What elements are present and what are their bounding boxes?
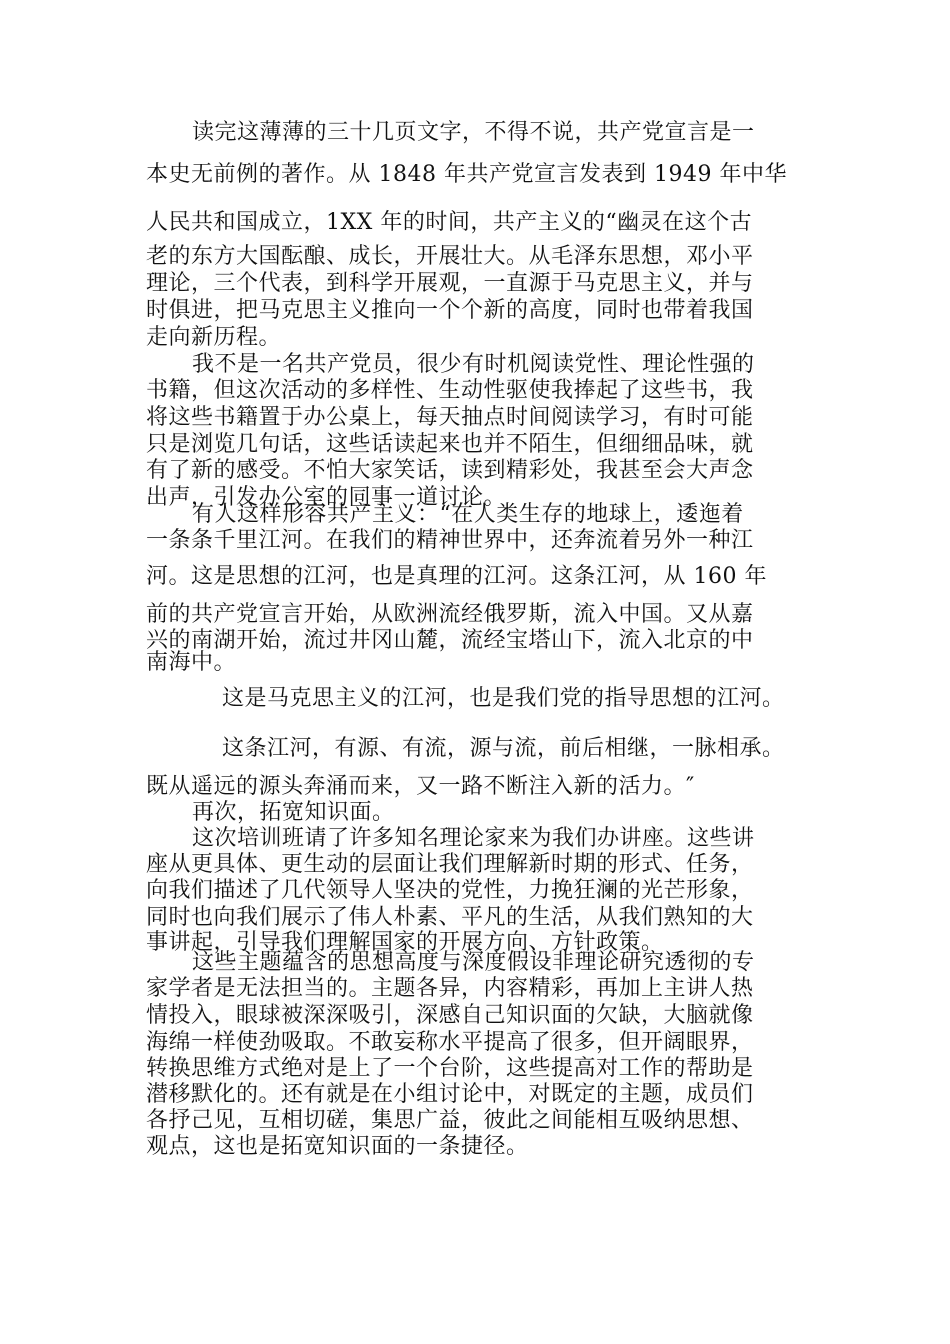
text-line: 兴的南湖开始，流过井冈山麓，流经宝塔山下，流入北京的中	[146, 628, 754, 653]
text-line: 我不是一名共产党员，很少有时机阅读党性、理论性强的	[192, 352, 755, 377]
text-line: 南海中。	[146, 650, 237, 675]
text-line: 书籍，但这次活动的多样性、生动性驱使我捧起了这些书，我	[146, 378, 754, 403]
text-line: 情投入，眼球被深深吸引，深感自己知识面的欠缺，大脑就像	[146, 1003, 754, 1028]
text-line: 既从遥远的源头奔涌而来，又一路不断注入新的活力。″	[146, 774, 695, 799]
text-line: 观点，这也是拓宽知识面的一条捷径。	[146, 1134, 529, 1159]
text-line: 有了新的感受。不怕大家笑话，读到精彩处，我甚至会大声念	[146, 458, 754, 483]
text-line: 这些主题蕴含的思想高度与深度假设非理论研究透彻的专	[192, 950, 755, 975]
text-line: 再次，拓宽知识面。	[192, 800, 395, 825]
text-line: 走向新历程。	[146, 325, 282, 350]
text-line: 老的东方大国酝酿、成长，开展壮大。从毛泽东思想，邓小平	[146, 244, 754, 269]
text-line: 转换思维方式绝对是上了一个台阶，这些提高对工作的帮助是	[146, 1056, 754, 1081]
text-line: 这次培训班请了许多知名理论家来为我们办讲座。这些讲	[192, 826, 755, 851]
text-line: 时俱进，把马克思主义推向一个个新的高度，同时也带着我国	[146, 298, 754, 323]
text-line: 一条条千里江河。在我们的精神世界中，还奔流着另外一种江	[146, 528, 754, 553]
text-line: 各抒己见，互相切磋，集思广益，彼此之间能相互吸纳思想、	[146, 1108, 754, 1133]
text-line: 这是马克思主义的江河，也是我们党的指导思想的江河。	[222, 686, 785, 711]
text-line: 人民共和国成立，1XX 年的时间，共产主义的“幽灵在这个古	[146, 210, 753, 235]
text-line: 家学者是无法担当的。主题各异，内容精彩，再加上主讲人热	[146, 976, 754, 1001]
text-line: 潜移默化的。还有就是在小组讨论中，对既定的主题，成员们	[146, 1082, 754, 1107]
text-line: 前的共产党宣言开始，从欧洲流经俄罗斯，流入中国。又从嘉	[146, 602, 754, 627]
text-line: 将这些书籍置于办公桌上，每天抽点时间阅读学习，有时可能	[146, 405, 754, 430]
text-line: 理论，三个代表，到科学开展观，一直源于马克思主义，并与	[146, 271, 754, 296]
text-line: 事讲起，引导我们理解国家的开展方向、方针政策。	[146, 930, 664, 955]
text-line: 读完这薄薄的三十几页文字，不得不说，共产党宣言是一	[192, 120, 755, 145]
text-line: 河。这是思想的江河，也是真理的江河。这条江河，从 160 年	[146, 564, 767, 589]
text-line: 这条江河，有源、有流，源与流，前后相继，一脉相承。	[222, 736, 785, 761]
text-line: 海绵一样使劲吸取。不敢妄称水平提高了很多，但开阔眼界，	[146, 1030, 754, 1055]
text-line: 座从更具体、更生动的层面让我们理解新时期的形式、任务，	[146, 852, 754, 877]
text-line: 有人这样形容共产主义：“在人类生存的地球上，逶迤着	[192, 502, 744, 527]
text-line: 本史无前例的著作。从 1848 年共产党宣言发表到 1949 年中华	[146, 162, 787, 187]
text-line: 出声，引发办公室的同事一道讨论。	[146, 485, 507, 510]
text-line: 同时也向我们展示了伟人朴素、平凡的生活，从我们熟知的大	[146, 905, 754, 930]
text-line: 只是浏览几句话，这些话读起来也并不陌生，但细细品味，就	[146, 432, 754, 457]
text-line: 向我们描述了几代领导人坚决的党性，力挽狂澜的光芒形象，	[146, 878, 754, 903]
